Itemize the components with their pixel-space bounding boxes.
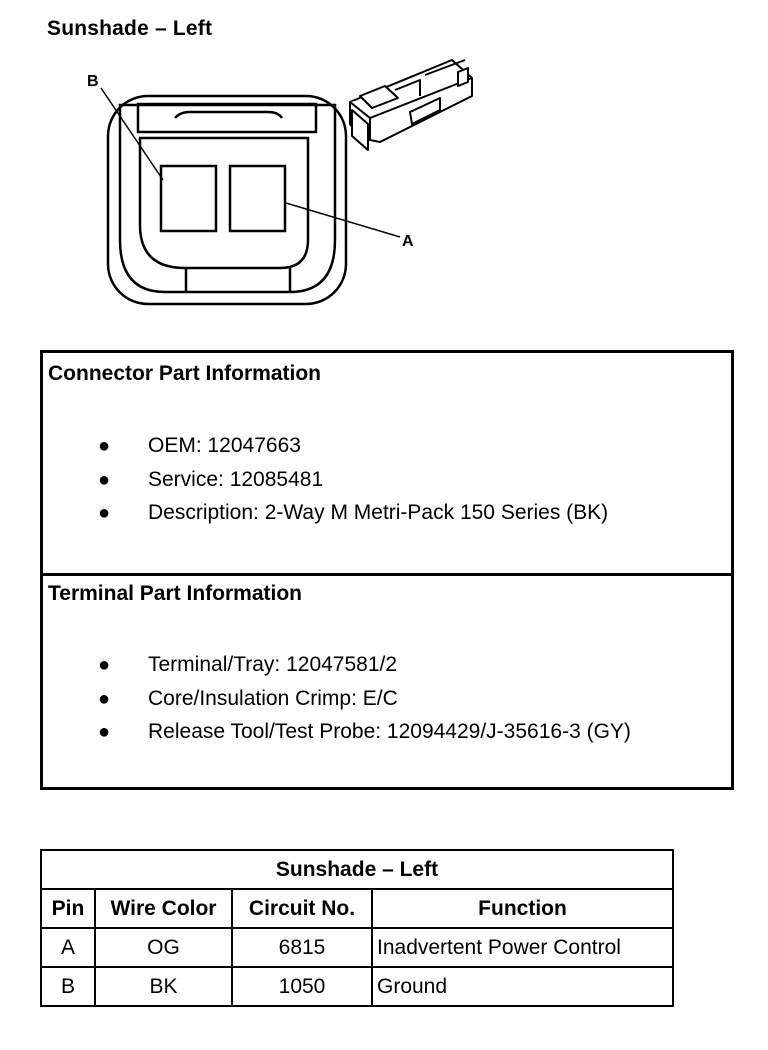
column-header-function: Function bbox=[372, 889, 673, 928]
cell-circuit-no: 6815 bbox=[232, 928, 372, 967]
cell-wire-color: OG bbox=[95, 928, 232, 967]
cell-circuit-no: 1050 bbox=[232, 967, 372, 1006]
pin-a-label: A bbox=[402, 233, 414, 250]
column-header-pin: Pin bbox=[41, 889, 95, 928]
table-row bbox=[41, 967, 673, 1006]
connector-face-view bbox=[108, 96, 346, 304]
bullet-icon: ● bbox=[98, 721, 111, 743]
cell-function: Ground bbox=[372, 967, 673, 1006]
cell-wire-color: BK bbox=[95, 967, 232, 1006]
column-header-circuit-no: Circuit No. bbox=[232, 889, 372, 928]
table-title-row bbox=[41, 850, 673, 889]
pin-b-label: B bbox=[87, 73, 99, 90]
connector-isometric-view bbox=[350, 60, 472, 150]
bullet-icon: ● bbox=[98, 435, 111, 457]
table-header-row bbox=[41, 889, 673, 928]
terminal-info-heading: Terminal Part Information bbox=[48, 582, 302, 605]
connector-info-heading: Connector Part Information bbox=[48, 362, 322, 385]
cell-pin: B bbox=[41, 967, 95, 1006]
column-header-wire-color: Wire Color bbox=[95, 889, 232, 928]
page-title: Sunshade – Left bbox=[47, 17, 213, 40]
cell-function: Inadvertent Power Control bbox=[372, 928, 673, 967]
connector-part-info: Connector Part Information ● OEM: 12047663 ● Service: 12085481 ● Description: 2-Way M Metri-Pack 150 Series (BK) bbox=[43, 353, 731, 576]
bullet-icon: ● bbox=[98, 502, 111, 524]
pin-table bbox=[40, 849, 674, 1007]
table-row bbox=[41, 928, 673, 967]
bullet-icon: ● bbox=[98, 468, 111, 491]
connector-diagram bbox=[0, 0, 768, 340]
bullet-icon: ● bbox=[98, 687, 111, 710]
bullet-icon: ● bbox=[98, 654, 111, 676]
part-information-box bbox=[40, 350, 734, 790]
cell-pin: A bbox=[41, 928, 95, 967]
terminal-part-info: Terminal Part Information ● Terminal/Tray: 12047581/2 ● Core/Insulation Crimp: E/C ● Release Tool/Test Probe: 12094429/J-35616-3 (GY) bbox=[48, 582, 631, 743]
table-title: Sunshade – Left bbox=[41, 850, 673, 889]
